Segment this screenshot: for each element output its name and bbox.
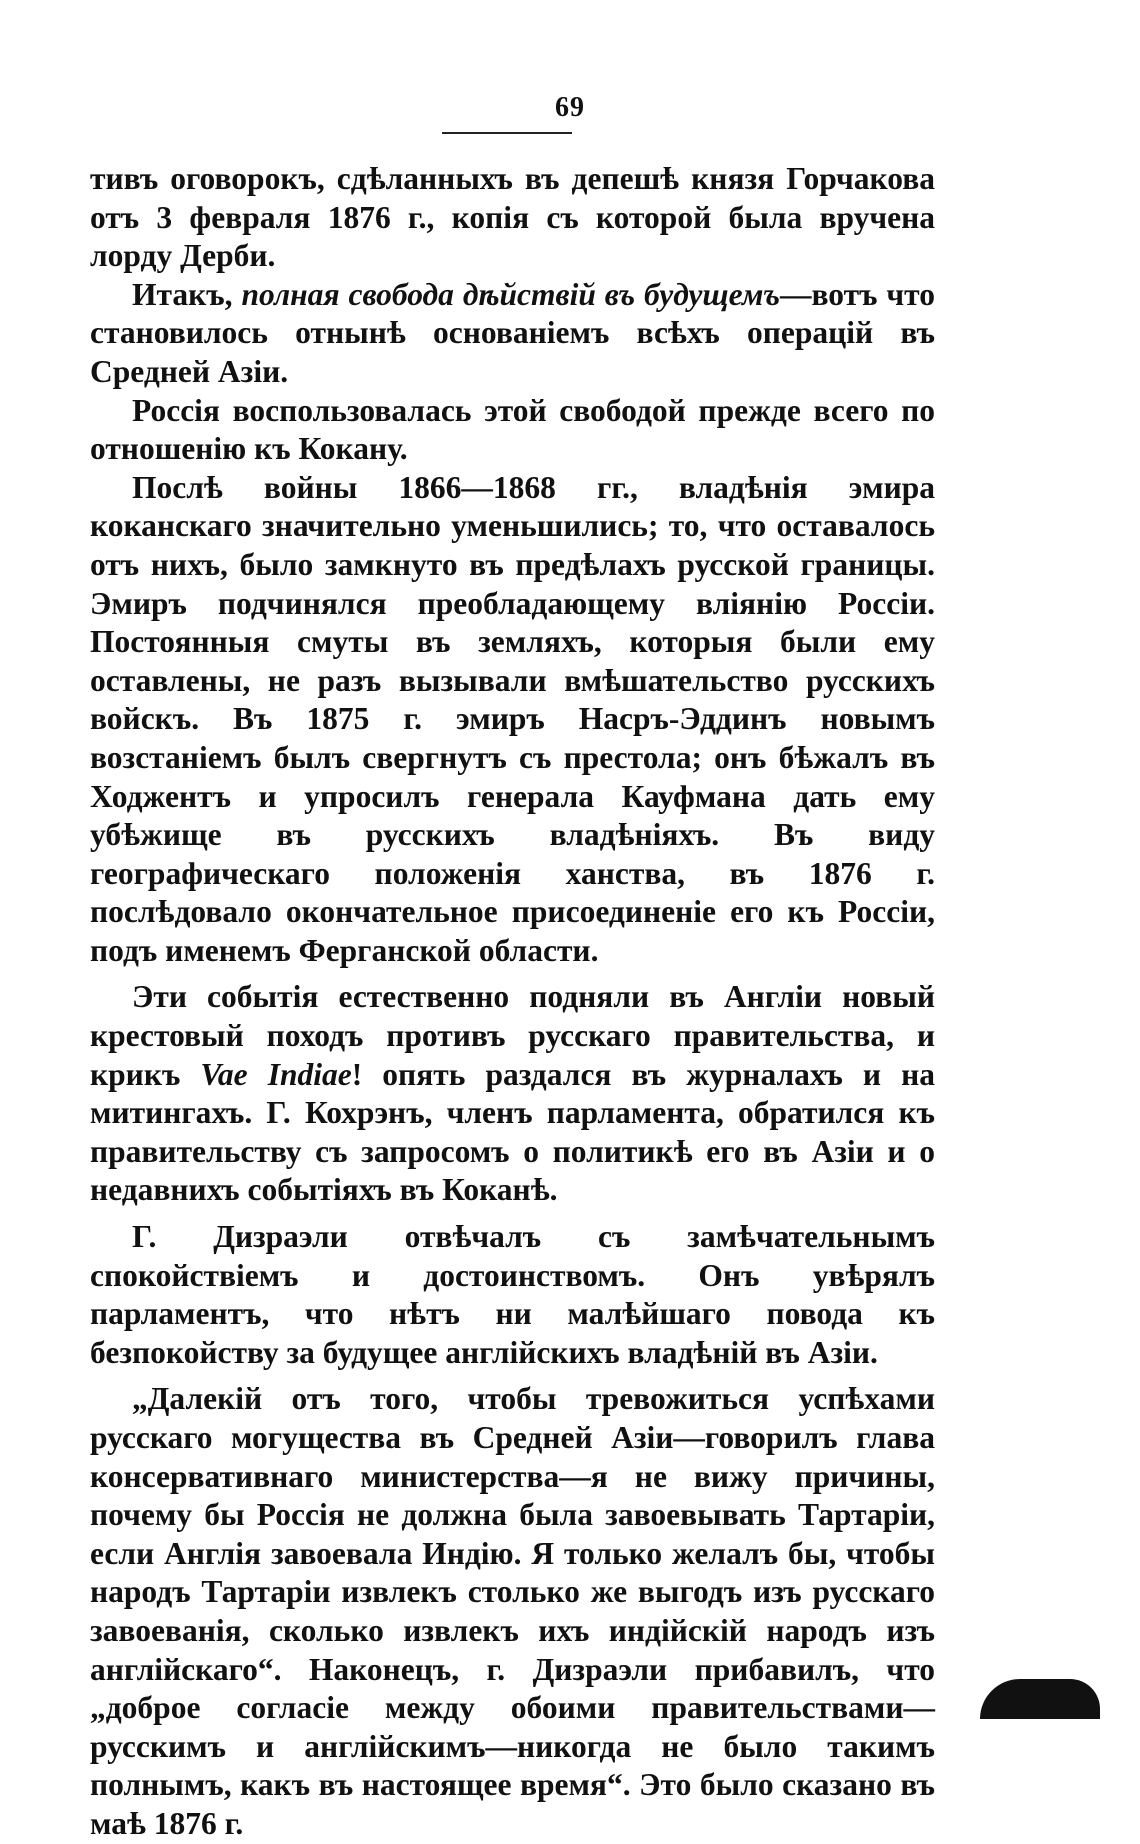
paragraph-text: Итакъ, bbox=[132, 276, 242, 312]
paragraph-text: Россія воспользовалась этой свободой прежде всего по отношенію къ Кокану. bbox=[90, 392, 935, 467]
page-number: 69 bbox=[555, 92, 585, 123]
scan-smudge bbox=[980, 1679, 1100, 1719]
body-text bbox=[90, 160, 935, 1844]
paragraph-text: „Далекій отъ того, чтобы тревожиться успѣхами русскаго могущества въ Средней Азіи—говорилъ глава консервативнаго министерства—я не вижу причины, почему бы Россія не должна была завоевывать Тартаріи, если Англія завоевала Индію. Я только желалъ бы, чтобы народъ Тартаріи извлекъ столько же выгодъ изъ русскаго завоеванія, сколько извлекъ ихъ индійскій народъ изъ англійскаго“. Наконецъ, г. Дизраэли прибавилъ, что „доброе согласіе между обоими правительствами—русскимъ и англійскимъ—никогда не было такимъ полнымъ, какъ въ настоящее время“. Это было сказано въ маѣ 1876 г. bbox=[90, 1381, 935, 1841]
paragraph-text: Послѣ войны 1866—1868 гг., владѣнія эмира коканскаго значительно уменьшились; то, что оставалось отъ нихъ, было замкнуто въ предѣлахъ русской границы. Эмиръ подчинялся преобладающему вліянію Россіи. Постоянныя смуты въ земляхъ, которыя были ему оставлены, не разъ вызывали вмѣшательство русскихъ войскъ. Въ 1875 г. эмиръ Насръ-Эддинъ новымъ возстаніемъ былъ свергнутъ съ престола; онъ бѣжалъ въ Ходжентъ и упросилъ генерала Кауфмана дать ему убѣжище въ русскихъ владѣніяхъ. Въ виду географическаго положенія ханства, въ 1876 г. послѣдовало окончательное присоединеніе его къ Россіи, подъ именемъ Ферганской области. bbox=[90, 469, 935, 968]
page-number-rule bbox=[442, 132, 572, 134]
italic-phrase: Vae Indiae bbox=[200, 1056, 352, 1092]
paragraph-text: Эти событія естественно подняли въ Англіи новый крестовый походъ противъ русскаго правительства, и крикъ bbox=[90, 979, 935, 1092]
paragraph-text: тивъ оговорокъ, сдѣланныхъ въ депешѣ князя Горчакова отъ 3 февраля 1876 г., копія съ которой была вручена лорду Дерби. bbox=[90, 161, 935, 274]
paragraph bbox=[90, 1218, 935, 1372]
paragraph-text: Г. Дизраэли отвѣчалъ съ замѣчательнымъ спокойствіемъ и достоинствомъ. Онъ увѣрялъ парламентъ, что нѣтъ ни малѣйшаго повода къ безпокойству за будущее англійскихъ владѣній въ Азіи. bbox=[90, 1219, 935, 1370]
paragraph bbox=[90, 160, 935, 276]
paragraph-text: —вотъ что становилось отнынѣ основаніемъ всѣхъ операцій въ Средней Азіи. bbox=[90, 276, 935, 389]
paragraph-text: ! опять раздался въ журналахъ и на митингахъ. Г. Кохрэнъ, членъ парламента, обратился къ правительству съ запросомъ о политикѣ его въ Азіи и о недавнихъ событіяхъ въ Коканѣ. bbox=[90, 1056, 936, 1208]
paragraph bbox=[90, 392, 935, 469]
paragraph bbox=[90, 469, 935, 971]
paragraph bbox=[90, 978, 935, 1210]
paragraph bbox=[90, 1380, 935, 1843]
italic-phrase: полная свобода дѣйствій въ будущемъ bbox=[241, 276, 780, 312]
paragraph bbox=[90, 276, 935, 392]
